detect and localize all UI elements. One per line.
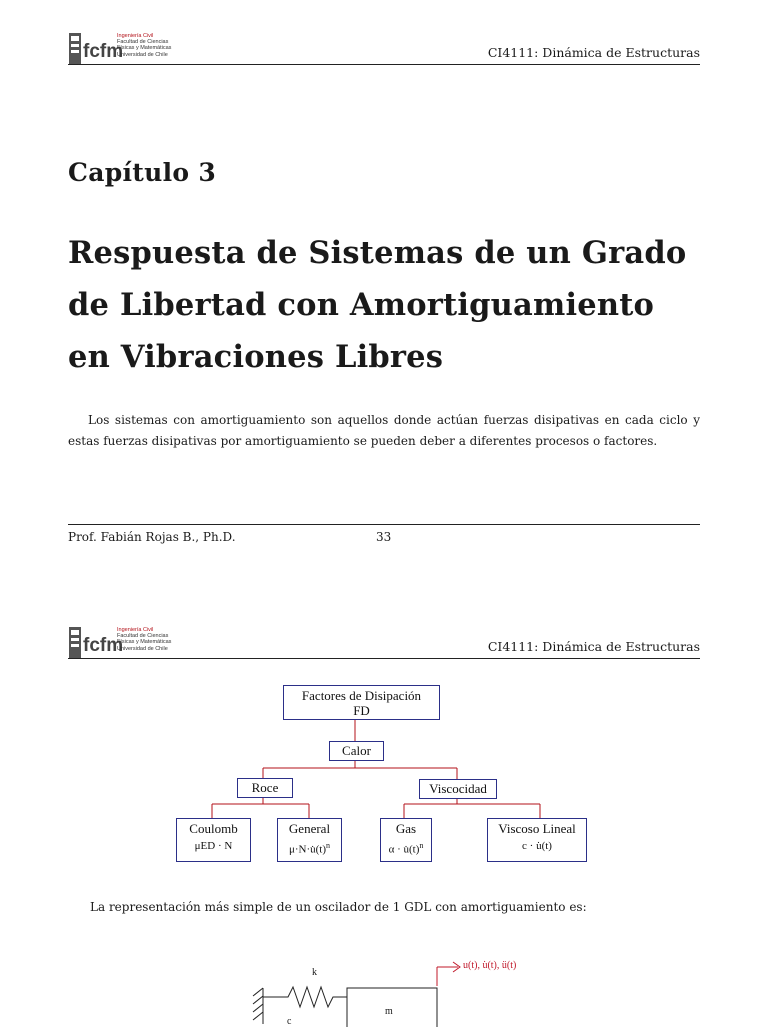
damper-label: c bbox=[287, 1016, 292, 1027]
logo-line-4: Universidad de Chile bbox=[117, 51, 168, 58]
gas-exponent: n bbox=[419, 841, 424, 850]
logo-line-1: Ingeniería Civil bbox=[117, 627, 154, 633]
logo-line-2: Facultad de Ciencias bbox=[117, 633, 169, 640]
oscillator-paragraph: La representación más simple de un oscilador de 1 GDL con amortiguamiento es: bbox=[90, 900, 587, 914]
logo-line-1: Ingeniería Civil bbox=[117, 33, 154, 39]
logo-wordmark: fcfm bbox=[83, 635, 124, 656]
mass-label: m bbox=[385, 1006, 393, 1017]
roce-label: Roce bbox=[251, 780, 279, 795]
course-title-2: CI4111: Dinámica de Estructuras bbox=[487, 639, 700, 654]
coulomb-formula: μED · N bbox=[194, 840, 233, 852]
title-line-3: en Vibraciones Libres bbox=[68, 339, 444, 375]
logo-line-3: Físicas y Matemáticas bbox=[117, 639, 172, 646]
logo-wordmark: fcfm bbox=[83, 41, 124, 62]
gas-formula: α · u̇(t) bbox=[388, 843, 420, 856]
logo-line-2: Facultad de Ciencias bbox=[117, 39, 169, 46]
logo-line-4: Universidad de Chile bbox=[117, 645, 168, 652]
spring-symbol bbox=[263, 987, 347, 1007]
coulomb-label: Coulomb bbox=[189, 821, 238, 836]
response-label: u(t), u̇(t), ü(t) bbox=[463, 960, 517, 971]
spring-label: k bbox=[312, 967, 317, 978]
footer-author: Prof. Fabián Rojas B., Ph.D. bbox=[68, 530, 236, 544]
general-formula: μ·N·u̇(t) bbox=[288, 843, 327, 856]
viscoso-label: Viscoso Lineal bbox=[498, 821, 576, 836]
gas-label: Gas bbox=[395, 821, 417, 836]
general-exponent: n bbox=[326, 841, 331, 850]
title-line-2: de Libertad con Amortiguamiento bbox=[68, 287, 655, 323]
dissipation-label: Factores de Disipación bbox=[301, 688, 422, 703]
page-number: 33 bbox=[376, 530, 392, 544]
chapter-heading: Capítulo 3 bbox=[68, 158, 217, 187]
course-title: CI4111: Dinámica de Estructuras bbox=[487, 45, 700, 60]
logo-line-3: Físicas y Matemáticas bbox=[117, 45, 172, 52]
dissipation-symbol: FD bbox=[353, 703, 370, 718]
general-label: General bbox=[288, 821, 331, 836]
intro-paragraph: Los sistemas con amortiguamiento son aquellos donde actúan fuerzas disipativas en cada ciclo y estas fuerzas disipativas por amortiguamiento se pueden deber a diferentes procesos o factores. bbox=[68, 413, 700, 448]
viscosidad-label: Viscocidad bbox=[429, 781, 487, 796]
calor-label: Calor bbox=[342, 743, 371, 758]
title-line-1: Respuesta de Sistemas de un Grado bbox=[68, 235, 687, 271]
viscoso-formula: c · u̇(t) bbox=[522, 840, 552, 852]
